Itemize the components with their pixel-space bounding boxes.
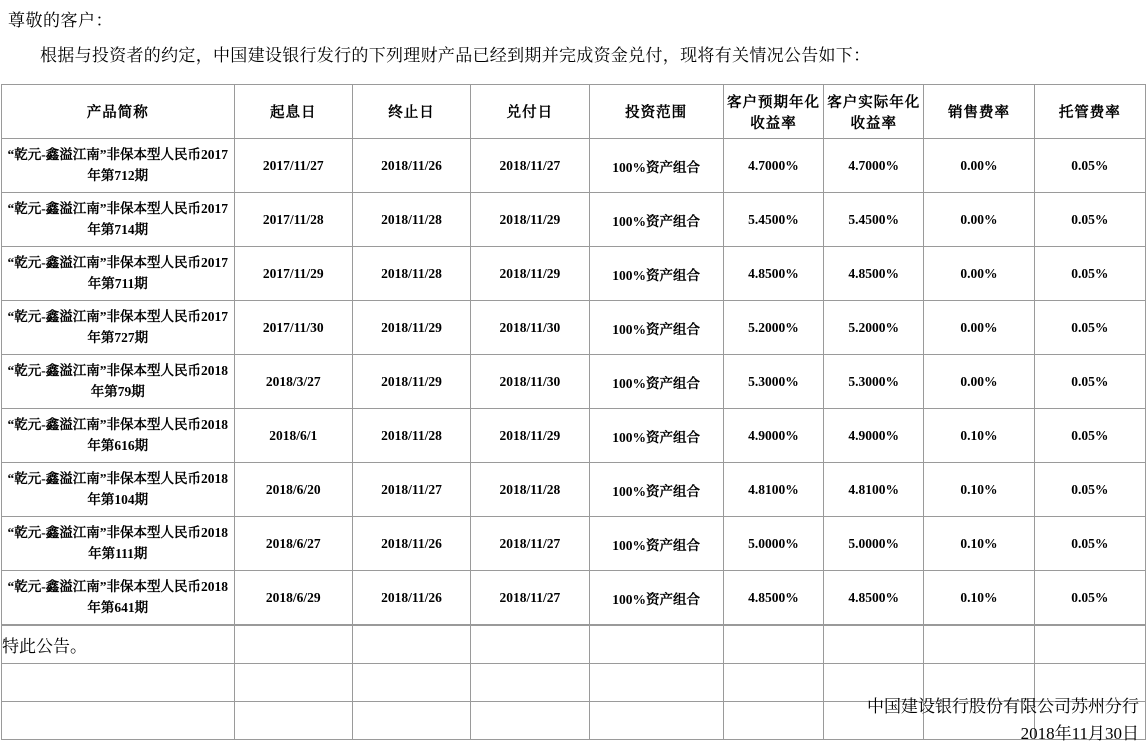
cell-investment-scope: 100%资产组合 — [589, 517, 723, 571]
table-row — [2, 517, 1146, 571]
cell-actual-yield: 4.9000% — [824, 409, 924, 463]
cell-actual-yield: 4.8100% — [824, 463, 924, 517]
header-actual-yield: 客户实际年化收益率 — [824, 85, 924, 139]
header-investment-scope: 投资范围 — [589, 85, 723, 139]
blank-cell — [234, 702, 352, 740]
signature-date: 2018年11月30日 — [1020, 723, 1139, 743]
cell-trustee-fee: 0.05% — [1034, 517, 1145, 571]
header-product-name: 产品简称 — [2, 85, 235, 139]
blank-cell — [234, 626, 352, 664]
cell-investment-scope: 100%资产组合 — [589, 139, 723, 193]
cell-sales-fee: 0.00% — [924, 139, 1034, 193]
cell-payment-date: 2018/11/29 — [471, 247, 589, 301]
cell-trustee-fee: 0.05% — [1034, 193, 1145, 247]
blank-cell — [352, 626, 470, 664]
header-sales-fee: 销售费率 — [924, 85, 1034, 139]
cell-expected-yield: 4.7000% — [723, 139, 823, 193]
cell-trustee-fee: 0.05% — [1034, 247, 1145, 301]
notice-row — [2, 626, 1146, 664]
cell-start-date: 2017/11/29 — [234, 247, 352, 301]
cell-expected-yield: 4.8500% — [723, 571, 823, 625]
notice-text: 特此公告。 — [2, 626, 235, 664]
cell-start-date: 2018/3/27 — [234, 355, 352, 409]
blank-cell — [234, 664, 352, 702]
cell-expected-yield: 5.2000% — [723, 301, 823, 355]
cell-expected-yield: 5.0000% — [723, 517, 823, 571]
cell-product-name: “乾元-鑫溢江南”非保本型人民币2018年第111期 — [2, 517, 235, 571]
signature-block — [867, 693, 1139, 747]
cell-investment-scope: 100%资产组合 — [589, 301, 723, 355]
blank-cell — [471, 702, 589, 740]
salutation: 尊敬的客户： — [8, 11, 113, 30]
cell-expected-yield: 4.8100% — [723, 463, 823, 517]
cell-sales-fee: 0.10% — [924, 409, 1034, 463]
cell-payment-date: 2018/11/29 — [471, 193, 589, 247]
cell-actual-yield: 4.8500% — [824, 571, 924, 625]
blank-cell — [924, 626, 1034, 664]
cell-start-date: 2018/6/1 — [234, 409, 352, 463]
cell-investment-scope: 100%资产组合 — [589, 247, 723, 301]
cell-actual-yield: 5.4500% — [824, 193, 924, 247]
cell-payment-date: 2018/11/27 — [471, 517, 589, 571]
cell-sales-fee: 0.00% — [924, 301, 1034, 355]
products-table — [1, 84, 1146, 625]
cell-payment-date: 2018/11/27 — [471, 139, 589, 193]
table-row — [2, 193, 1146, 247]
table-row — [2, 301, 1146, 355]
table-row — [2, 409, 1146, 463]
cell-sales-fee: 0.00% — [924, 247, 1034, 301]
cell-end-date: 2018/11/27 — [352, 463, 470, 517]
cell-end-date: 2018/11/26 — [352, 517, 470, 571]
cell-end-date: 2018/11/28 — [352, 409, 470, 463]
cell-product-name: “乾元-鑫溢江南”非保本型人民币2018年第616期 — [2, 409, 235, 463]
blank-cell — [723, 664, 823, 702]
cell-actual-yield: 5.3000% — [824, 355, 924, 409]
cell-expected-yield: 5.4500% — [723, 193, 823, 247]
cell-start-date: 2017/11/27 — [234, 139, 352, 193]
blank-cell — [723, 702, 823, 740]
blank-cell — [1034, 626, 1145, 664]
cell-payment-date: 2018/11/28 — [471, 463, 589, 517]
header-row — [2, 85, 1146, 139]
cell-end-date: 2018/11/26 — [352, 139, 470, 193]
cell-trustee-fee: 0.05% — [1034, 301, 1145, 355]
cell-start-date: 2018/6/29 — [234, 571, 352, 625]
signature-company: 中国建设银行股份有限公司苏州分行 — [867, 696, 1139, 716]
table-row — [2, 355, 1146, 409]
cell-end-date: 2018/11/29 — [352, 355, 470, 409]
cell-product-name: “乾元-鑫溢江南”非保本型人民币2018年第641期 — [2, 571, 235, 625]
cell-actual-yield: 4.7000% — [824, 139, 924, 193]
cell-sales-fee: 0.10% — [924, 463, 1034, 517]
cell-expected-yield: 5.3000% — [723, 355, 823, 409]
cell-product-name: “乾元-鑫溢江南”非保本型人民币2018年第79期 — [2, 355, 235, 409]
table-row — [2, 139, 1146, 193]
cell-actual-yield: 4.8500% — [824, 247, 924, 301]
blank-cell — [2, 664, 235, 702]
table-header — [2, 85, 1146, 139]
blank-cell — [471, 664, 589, 702]
blank-cell — [723, 626, 823, 664]
cell-payment-date: 2018/11/27 — [471, 571, 589, 625]
cell-trustee-fee: 0.05% — [1034, 139, 1145, 193]
cell-trustee-fee: 0.05% — [1034, 409, 1145, 463]
cell-end-date: 2018/11/29 — [352, 301, 470, 355]
cell-expected-yield: 4.9000% — [723, 409, 823, 463]
cell-investment-scope: 100%资产组合 — [589, 193, 723, 247]
cell-end-date: 2018/11/28 — [352, 193, 470, 247]
cell-product-name: “乾元-鑫溢江南”非保本型人民币2017年第727期 — [2, 301, 235, 355]
cell-payment-date: 2018/11/29 — [471, 409, 589, 463]
cell-product-name: “乾元-鑫溢江南”非保本型人民币2017年第714期 — [2, 193, 235, 247]
cell-trustee-fee: 0.05% — [1034, 571, 1145, 625]
blank-cell — [352, 664, 470, 702]
header-start-date: 起息日 — [234, 85, 352, 139]
blank-cell — [824, 626, 924, 664]
header-trustee-fee: 托管费率 — [1034, 85, 1145, 139]
cell-end-date: 2018/11/26 — [352, 571, 470, 625]
cell-product-name: “乾元-鑫溢江南”非保本型人民币2017年第712期 — [2, 139, 235, 193]
cell-investment-scope: 100%资产组合 — [589, 409, 723, 463]
cell-investment-scope: 100%资产组合 — [589, 355, 723, 409]
table-row — [2, 571, 1146, 625]
blank-cell — [352, 702, 470, 740]
cell-expected-yield: 4.8500% — [723, 247, 823, 301]
cell-investment-scope: 100%资产组合 — [589, 463, 723, 517]
cell-investment-scope: 100%资产组合 — [589, 571, 723, 625]
cell-sales-fee: 0.10% — [924, 571, 1034, 625]
cell-trustee-fee: 0.05% — [1034, 355, 1145, 409]
cell-start-date: 2017/11/28 — [234, 193, 352, 247]
cell-payment-date: 2018/11/30 — [471, 355, 589, 409]
cell-trustee-fee: 0.05% — [1034, 463, 1145, 517]
header-expected-yield: 客户预期年化收益率 — [723, 85, 823, 139]
intro-paragraph: 根据与投资者的约定，中国建设银行发行的下列理财产品已经到期并完成资金兑付，现将有关情况公告如下： — [40, 46, 871, 65]
table-body — [2, 139, 1146, 625]
cell-sales-fee: 0.10% — [924, 517, 1034, 571]
header-end-date: 终止日 — [352, 85, 470, 139]
cell-start-date: 2017/11/30 — [234, 301, 352, 355]
cell-start-date: 2018/6/27 — [234, 517, 352, 571]
cell-start-date: 2018/6/20 — [234, 463, 352, 517]
blank-cell — [589, 702, 723, 740]
blank-cell — [2, 702, 235, 740]
cell-sales-fee: 0.00% — [924, 355, 1034, 409]
blank-cell — [589, 626, 723, 664]
cell-payment-date: 2018/11/30 — [471, 301, 589, 355]
blank-cell — [589, 664, 723, 702]
blank-cell — [471, 626, 589, 664]
table-row — [2, 247, 1146, 301]
cell-actual-yield: 5.2000% — [824, 301, 924, 355]
cell-sales-fee: 0.00% — [924, 193, 1034, 247]
table-row — [2, 463, 1146, 517]
cell-end-date: 2018/11/28 — [352, 247, 470, 301]
header-payment-date: 兑付日 — [471, 85, 589, 139]
cell-product-name: “乾元-鑫溢江南”非保本型人民币2017年第711期 — [2, 247, 235, 301]
cell-actual-yield: 5.0000% — [824, 517, 924, 571]
cell-product-name: “乾元-鑫溢江南”非保本型人民币2018年第104期 — [2, 463, 235, 517]
